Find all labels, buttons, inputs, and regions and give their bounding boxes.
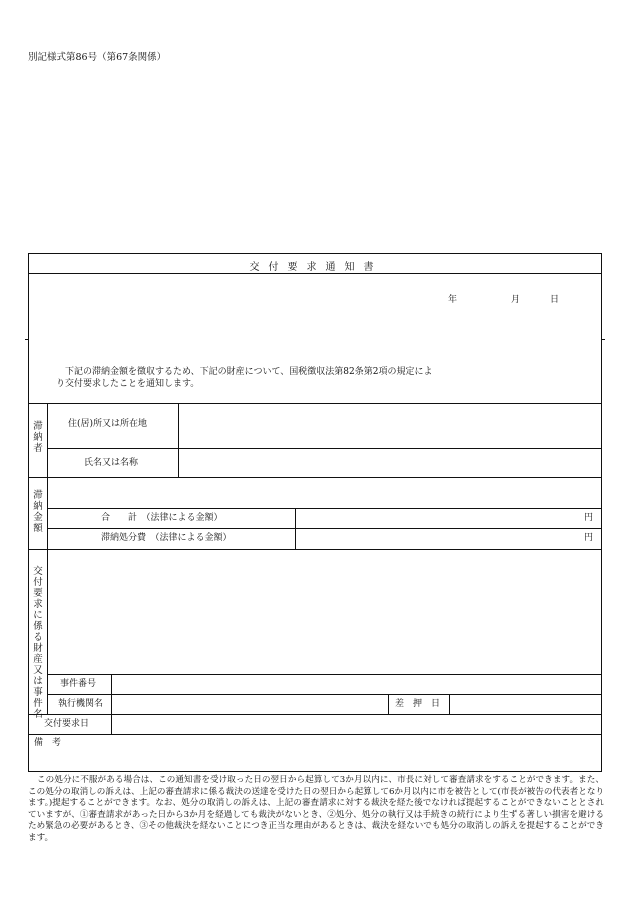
- remarks-label: 備 考: [34, 738, 62, 748]
- request-date-label: 交付要求日: [44, 719, 90, 729]
- fee-yen: 円: [584, 533, 594, 543]
- case-number-label: 事件番号: [60, 679, 97, 689]
- delinquent-label-divider: [178, 403, 179, 478]
- body-text-line2: り交付要求したことを通知します。: [56, 379, 200, 389]
- date-month: 月: [511, 295, 521, 305]
- form-reference: 別記様式第86号（第67条関係）: [28, 52, 167, 63]
- body-text-line1: 下記の滞納金額を徴収するため、下記の財産について、国税徴収法第82条第2項の規定によ: [65, 367, 433, 377]
- agency-top-line: [47, 694, 601, 695]
- case-number-top-line: [47, 674, 601, 675]
- property-header-divider: [47, 549, 48, 714]
- seizure-label-right-divider: [449, 694, 450, 714]
- name-label: 氏名又は名称: [84, 458, 139, 468]
- case-label-divider: [111, 674, 112, 734]
- property-header: 交付要求に係る財産又は事件名: [33, 566, 43, 720]
- date-day: 日: [550, 295, 560, 305]
- amount-header: 滞納金額: [33, 490, 43, 534]
- total-label: 合 計 （法律による金額）: [101, 513, 223, 523]
- address-name-divider: [47, 448, 601, 449]
- delinquent-header-divider: [47, 403, 48, 478]
- delinquent-header: 滞納者: [33, 421, 43, 454]
- total-yen: 円: [584, 513, 594, 523]
- seizure-label-left-divider: [388, 694, 389, 714]
- notice-form: [28, 253, 602, 772]
- amount-top-line: [29, 477, 601, 478]
- request-date-top-line: [29, 714, 601, 715]
- right-margin-tick: [602, 339, 605, 340]
- fee-label: 滞納処分費 （法律による金額）: [101, 533, 232, 543]
- delinquent-top-line: [29, 403, 601, 404]
- remarks-top-line: [29, 734, 601, 735]
- amount-detail-line: [47, 508, 601, 509]
- form-title: 交付要求通知書: [249, 262, 383, 273]
- seizure-date-label: 差 押 日: [395, 699, 441, 709]
- date-year: 年: [448, 295, 458, 305]
- address-label: 住(居)所又は所在地: [68, 419, 148, 429]
- property-top-line: [29, 549, 601, 550]
- appeal-notice: この処分に不服がある場合は、この通知書を受け取った日の翌日から起算して3か月以内に、市長に対して審査請求をすることができます。また、この処分の取消しの訴えは、上記の審査請求に係る裁決の送達を受けた日の翌日から起算して6か月以内に市を被告として(市長が被告の代表者となります。)提起することができます。なお、処分の取消しの訴えは、上記の審査請求に対する裁決を経た後でなければ提起することができないこととされていますが、①審査請求があった日から3か月を経過しても裁決がないとき、②処分、処分の執行又は手続きの続行により生ずる著しい損害を避けるため緊急の必要があるとき、③その他裁決を経ないことにつき正当な理由があるときは、裁決を経ないでも処分の取消しの訴えを提起することができます。: [28, 775, 605, 843]
- total-fee-divider: [47, 528, 601, 529]
- amount-header-divider: [47, 477, 48, 549]
- agency-label: 執行機関名: [58, 699, 104, 709]
- title-divider: [29, 273, 601, 274]
